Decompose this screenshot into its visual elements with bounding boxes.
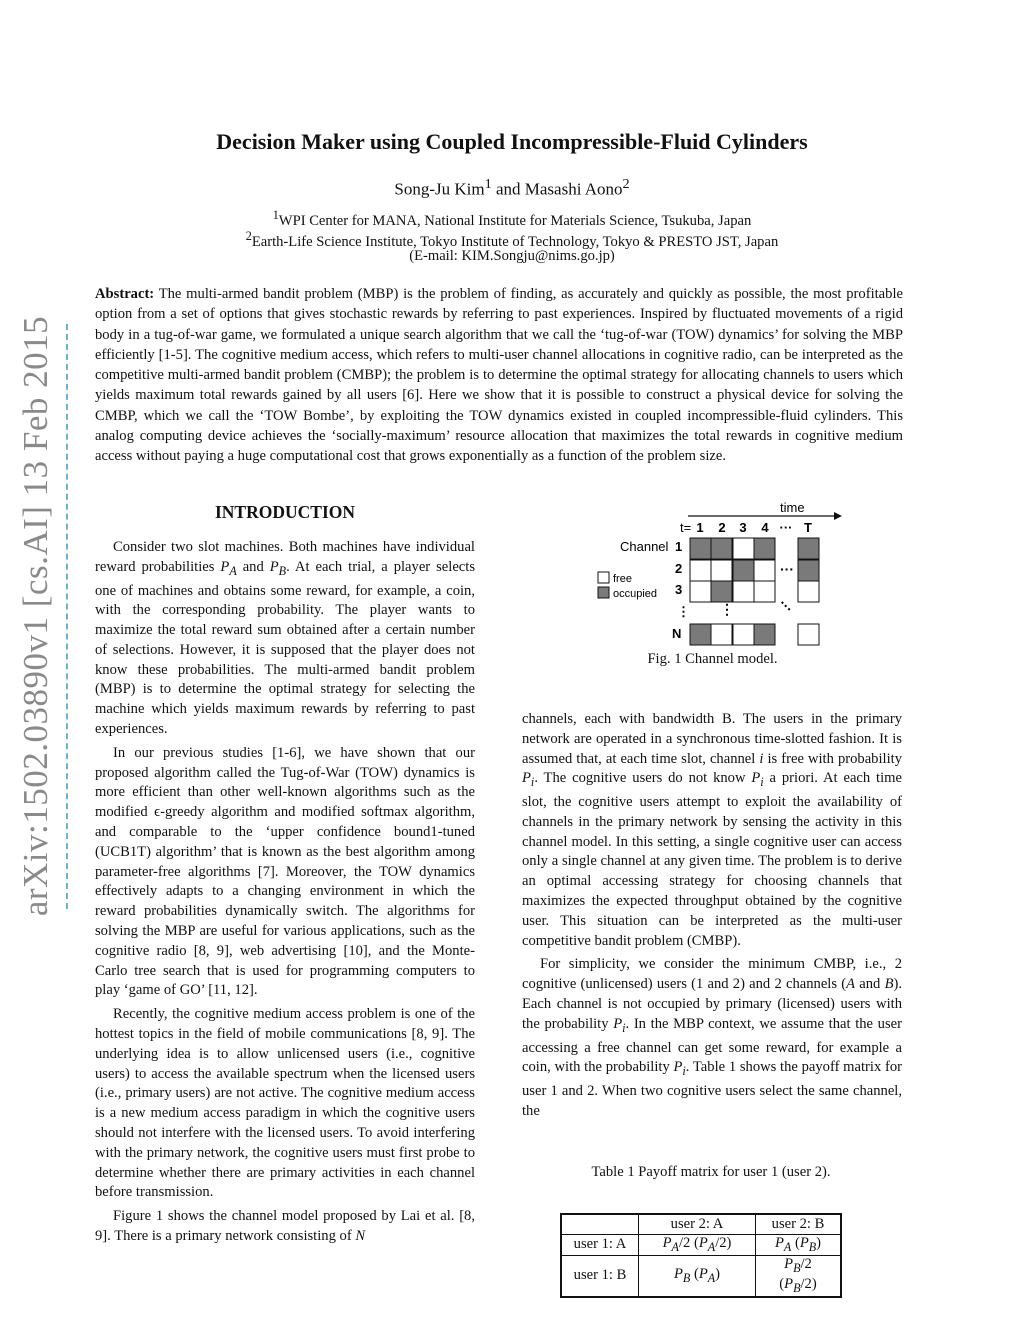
- grid-ddots: ···: [775, 595, 797, 617]
- paragraph: Figure 1 shows the channel model proposed by Lai et al. [8, 9]. There is a primary network consisting of N: [95, 1208, 475, 1244]
- abstract-text: The multi-armed bandit problem (MBP) is the problem of finding, as accurately and quickly as possible, the most profitable option from a set of options that gives stochastic rewards by referring to past experiences. Inspired by fluctuated movements of a rigid body in a tug-of-war game, we formulated a unique search algorithm that we call the ‘tug-of-war (TOW) dynamics’ for solving the MBP efficiently [1-5]. The cognitive medium access, which refers to multi-user channel allocations in cognitive radio, can be interpreted as the competitive multi-armed bandit problem (CMBP); the problem is to determine the optimal strategy for allocating channels to users which yields maximum total rewards gained by all users [6]. Here we show that it is possible to construct a physical device for solving the CMBP, which we call the ‘TOW Bombe’, by exploiting the TOW dynamics existed in coupled incompressible-fluid cylinders. This analog computing device achieves the ‘socially-maximum’ resource allocation that maximizes the total rewards in cognitive medium access without paying a huge computational cost that grows exponentially as a function of the problem size.: [95, 286, 903, 465]
- t-label: t=: [680, 520, 692, 535]
- author-1-affil: 1: [484, 176, 492, 192]
- channel-cell: [711, 538, 732, 559]
- table-row-label: user 1: B: [561, 1255, 639, 1296]
- table-header-row: [561, 1214, 841, 1235]
- time-label: time: [780, 500, 805, 515]
- row-label: N: [672, 626, 682, 641]
- channel-cell: [690, 560, 711, 581]
- t-tick: 2: [718, 520, 726, 535]
- t-tick: 4: [761, 520, 769, 535]
- table-cell: $P_A$ $(P_B)$: [756, 1235, 842, 1256]
- legend-occupied-swatch: [598, 587, 609, 598]
- table-header-cell: [561, 1214, 639, 1235]
- channel-cell: [690, 624, 711, 645]
- table-header-cell: user 2: A: [639, 1214, 756, 1235]
- affiliation-2-text: Earth-Life Science Institute, Tokyo Institute of Technology, Tokyo & PRESTO JST, Japan: [251, 233, 779, 250]
- grid-vdots: ⋮: [720, 601, 734, 617]
- channel-cell: [754, 538, 775, 559]
- paragraph: For simplicity, we consider the minimum CMBP, i.e., 2 cognitive (unlicensed) users (1 and 2) and 2 channels (A and B). Each channel is not occupied by primary (licensed) users with the probability $P_i$. In the MBP context, we assume that the user accessing a free channel can get some reward, for example a coin, with the probability $P_i$. Table 1 shows the payoff matrix for user 1 and 2. When two cognitive users select the same channel, the: [522, 956, 902, 1119]
- t-tick: 1: [696, 520, 704, 535]
- table-row: [561, 1255, 841, 1296]
- authors-and: and: [491, 179, 525, 199]
- affiliation-2-sup: 2: [245, 229, 252, 243]
- row-label: 3: [675, 582, 683, 597]
- arxiv-identifier: arXiv:1502.03890v1 [cs.AI] 13 Feb 2015: [16, 315, 55, 917]
- author-2: Masashi Aono: [524, 179, 623, 199]
- channel-cell: [798, 581, 819, 602]
- channel-cell: [798, 560, 819, 581]
- paragraph: Recently, the cognitive medium access problem is one of the hottest topics in the field of mobile communications [8, 9]. The underlying idea is to allow unlicensed users (i.e., cognitive users) to access the available spectrum when the licensed users (i.e., primary users) are not active. The cognitive medium access is a new medium access paradigm in which the cognitive users should not interfere with the licensed users. To avoid interfering with the primary network, the cognitive users must first probe to determine whether there are primary activities in each channel before transmission.: [95, 1006, 475, 1201]
- time-arrow-head: [834, 512, 842, 520]
- table-cell: $P_B$ $(P_A)$: [639, 1255, 756, 1296]
- channel-cell: [711, 560, 732, 581]
- table-row-label: user 1: A: [561, 1235, 639, 1256]
- channel-cell: [754, 560, 775, 581]
- table-caption: Table 1 Payoff matrix for user 1 (user 2).: [591, 1164, 831, 1180]
- affiliation-1-text: WPI Center for MANA, National Institute for Materials Science, Tsukuba, Japan: [278, 212, 752, 229]
- author-2-affil: 2: [622, 176, 630, 192]
- channel-grid: [690, 538, 819, 645]
- legend-occupied-label: occupied: [613, 588, 658, 600]
- abstract: [95, 284, 903, 467]
- abstract-label: Abstract:: [95, 286, 155, 302]
- channel-cell: [711, 581, 732, 602]
- paragraph: Consider two slot machines. Both machines have individual reward probabilities $P_A$ and $P_B$. At each trial, a player selects one of machines and obtains some reward, for example, a coin, with the corresponding probability. The player wants to maximize the total reward sum obtained after a certain number of selections. However, it is supposed that the player does not know these probabilities. The multi-armed bandit problem (MBP) is to determine the optimal strategy for selecting the machine which yields maximum rewards by referring to past experiences.: [95, 539, 476, 738]
- author-1: Song-Ju Kim: [394, 179, 485, 199]
- table-header-cell: user 2: B: [756, 1214, 842, 1235]
- grid-ellipsis: ···: [780, 561, 794, 577]
- affiliation-1-sup: 1: [272, 208, 279, 222]
- row-label: 2: [675, 561, 683, 576]
- channel-cell: [754, 624, 775, 645]
- channel-label: Channel: [620, 539, 669, 554]
- t-tick: T: [804, 520, 812, 535]
- table-cell: $P_B/2$ $(P_B/2)$: [756, 1255, 842, 1296]
- channel-cell: [711, 624, 732, 645]
- channel-cell: [798, 538, 819, 559]
- channel-cell: [754, 581, 775, 602]
- row-label: ⋮: [677, 604, 690, 619]
- channel-cell: [733, 624, 754, 645]
- channel-cell: [798, 624, 819, 645]
- table-cell: $P_A/2$ $(P_A/2)$: [639, 1235, 756, 1256]
- paper-title: Decision Maker using Coupled Incompressible-Fluid Cylinders: [216, 129, 808, 154]
- channel-cell: [733, 538, 754, 559]
- channel-cell: [733, 581, 754, 602]
- right-column: [522, 710, 902, 1122]
- section-heading: INTRODUCTION: [214, 502, 356, 522]
- channel-cell: [690, 581, 711, 602]
- contact-email: (E-mail: KIM.Songju@nims.go.jp): [409, 248, 615, 264]
- figure-caption: Fig. 1 Channel model.: [647, 651, 778, 667]
- authors: [0, 176, 1024, 200]
- paragraph: In our previous studies [1-6], we have shown that our proposed algorithm called the Tug-of-War (TOW) dynamics is more efficient than other well-known algorithms such as the modified ϵ-greedy algorithm and modified softmax algorithm, and comparable to the ‘upper confidence bound1-tuned (UCB1T) algorithm’ that is known as the best algorithm among parameter-free algorithms [7]. Moreover, the TOW dynamics effectively adapts to a changing environment in which the reward probabilities dynamically switch. The algorithms for solving the MBP are useful for various applications, such as the cognitive radio [8, 9], web advertising [10], and the Monte-Carlo tree search that is used for programming computers to play ‘game of GO’ [11, 12].: [95, 744, 475, 999]
- row-label: 1: [675, 539, 683, 554]
- channel-cell: [733, 560, 754, 581]
- channel-model-figure: [590, 496, 850, 652]
- table-row: [561, 1235, 841, 1256]
- legend-free-swatch: [598, 572, 609, 583]
- paragraph: channels, each with bandwidth B. The users in the primary network are operated in a synchronous time-slotted fashion. It is assumed that, at each time slot, channel i is free with probability $P_i$. The cognitive users do not know $P_i$ a priori. At each time slot, the cognitive users attempt to exploit the availability of channels in the primary network by sensing the activity in this channel model. In this setting, a single cognitive user can access only a single channel at any given time. The problem is to derive an optimal accessing strategy for choosing channels that maximizes the expected throughput obtained by the cognitive user. This situation can be interpreted as the multi-user competitive bandit problem (CMBP).: [522, 711, 902, 949]
- legend-free-label: free: [613, 573, 632, 585]
- left-column: [95, 538, 475, 1247]
- t-tick: ···: [779, 520, 793, 535]
- t-tick: 3: [739, 520, 747, 535]
- channel-cell: [690, 538, 711, 559]
- payoff-table: [560, 1213, 842, 1298]
